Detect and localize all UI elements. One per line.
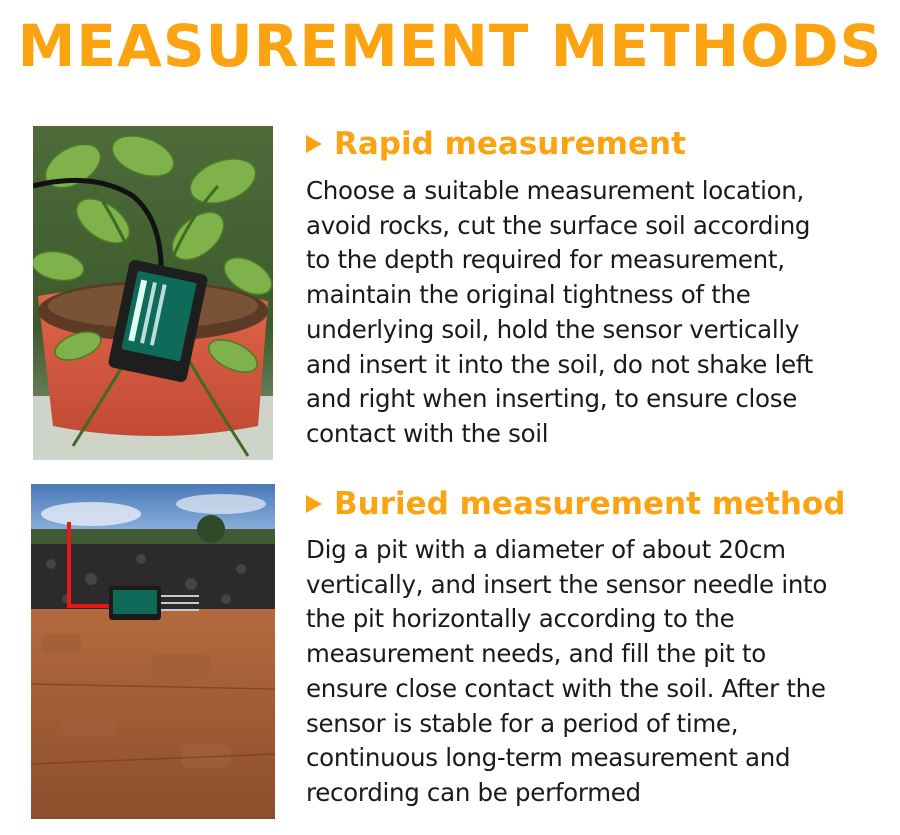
text-line: Choose a suitable measurement location, [306,176,804,205]
section-heading-rapid: Rapid measurement [306,124,686,164]
text-line: contact with the soil [306,418,549,448]
text-line: the pit horizontally according to the [306,604,735,634]
text-line: and insert it into the soil, do not shake left [306,349,813,379]
text-line: sensor is stable for a period of time, [306,708,739,738]
section-heading-buried: Buried measurement method [306,484,845,524]
text-line: to the depth required for measurement, [306,245,785,275]
section-body-rapid [306,174,813,452]
text-line: continuous long-term measurement and [306,743,791,773]
text-line: maintain the original tightness of the [306,280,751,310]
text-line: measurement needs, and fill the pit to [306,639,766,669]
page-title: MEASUREMENT METHODS [17,12,883,80]
text-line: Dig a pit with a diameter of about 20cm [306,535,786,564]
text-line: avoid rocks, cut the surface soil according [306,210,811,240]
text-line: underlying soil, hold the sensor vertically [306,314,800,344]
sensor-buried-in-soil-pit-photo [31,484,275,819]
sensor-in-potted-plant-photo [33,126,273,460]
section-body-buried [306,533,827,811]
text-line: recording can be performed [306,777,641,807]
text-line: vertically, and insert the sensor needle into [306,569,828,599]
text-line: and right when inserting, to ensure close [306,384,797,414]
play-triangle-icon [306,495,322,513]
play-triangle-icon [306,135,322,153]
text-line: ensure close contact with the soil. After the [306,673,826,703]
